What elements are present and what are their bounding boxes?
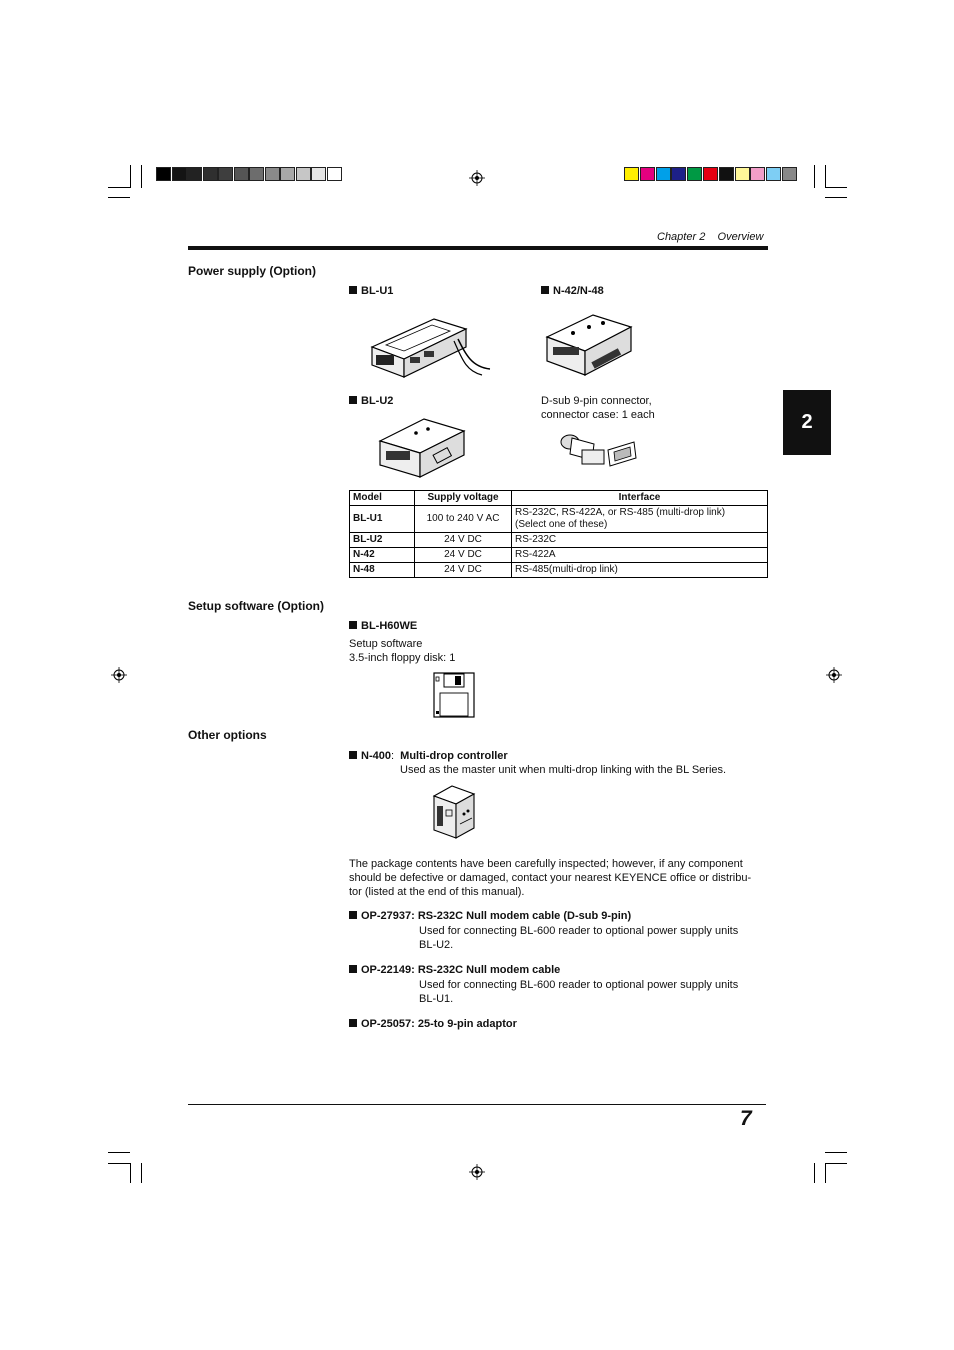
color-swatch [735,167,750,181]
item-n400: N-400: Multi-drop controller [349,750,508,762]
color-swatch [249,167,264,181]
bullet-square-icon [541,286,549,294]
bl-u2-unit-illustration [376,413,468,483]
color-swatch [280,167,295,181]
table-row: BL-U2 24 V DC RS-232C [350,533,768,548]
color-swatch [703,167,718,181]
bullet-square-icon [349,286,357,294]
chapter-tab: 2 [783,390,831,455]
n42-n48-unit-illustration [543,307,635,381]
color-swatch [218,167,233,181]
bl-u1-unit-illustration [366,305,492,383]
color-swatch [624,167,639,181]
section-title-other-options: Other options [188,728,267,742]
color-swatch [687,167,702,181]
color-swatch [156,167,171,181]
setup-software-desc: Setup software 3.5-inch floppy disk: 1 [349,638,456,664]
color-swatch [656,167,671,181]
op27937-description: Used for connecting BL-600 reader to optional power supply units BL-U2. [419,925,739,951]
running-header [657,231,763,243]
bullet-square-icon [349,965,357,973]
color-swatch [203,167,218,181]
item-op27937: OP-27937: RS-232C Null modem cable (D-sub 9-pin) [349,910,631,922]
color-swatch [234,167,249,181]
registration-mark-icon [469,1164,485,1180]
item-n42-n48: N-42/N-48 [541,285,604,297]
header-section: Overview [717,231,764,243]
color-swatch [172,167,187,181]
item-op25057: OP-25057: 25-to 9-pin adaptor [349,1018,517,1030]
section-title-setup-software: Setup software (Option) [188,599,324,613]
n400-description: Used as the master unit when multi-drop linking with the BL Series. [400,764,727,776]
bullet-square-icon [349,1019,357,1027]
package-notice: The package contents have been carefully inspected; however, if any component should be defective or damaged, contact your nearest KEYENCE office or distribu- tor (listed at the end of this manual). [349,858,752,898]
color-swatch [265,167,280,181]
item-bl-u2: BL-U2 [349,395,393,407]
bullet-square-icon [349,911,357,919]
color-swatch [187,167,202,181]
table-row: BL-U1 100 to 240 V AC RS-232C, RS-422A, or RS-485 (multi-drop link) (Select one of these) [350,506,768,533]
item-bl-u1: BL-U1 [349,285,393,297]
op22149-description: Used for connecting BL-600 reader to optional power supply units BL-U1. [419,979,739,1005]
color-swatch [296,167,311,181]
header-chapter: Chapter 2 [657,231,706,243]
dsub-note: D-sub 9-pin connector, connector case: 1 each [541,395,655,421]
registration-mark-icon [469,170,485,186]
color-swatch [750,167,765,181]
color-swatch [766,167,781,181]
dsub-connector-illustration [558,428,638,470]
color-swatch [719,167,734,181]
page-number: 7 [740,1107,752,1130]
color-swatch [782,167,797,181]
registration-mark-icon [826,667,842,683]
power-supply-spec-table [349,490,768,578]
table-row: N-48 24 V DC RS-485(multi-drop link) [350,563,768,578]
header-rule [188,246,768,250]
registration-mark-icon [111,667,127,683]
footer-rule [188,1104,766,1105]
item-bl-h60we: BL-H60WE [349,620,417,632]
table-header-row: Model Supply voltage Interface [350,491,768,506]
table-row: N-42 24 V DC RS-422A [350,548,768,563]
color-swatch [327,167,342,181]
section-title-power-supply: Power supply (Option) [188,264,316,278]
color-swatch [311,167,326,181]
color-swatch [671,167,686,181]
item-op22149: OP-22149: RS-232C Null modem cable [349,964,560,976]
bullet-square-icon [349,396,357,404]
color-swatch [640,167,655,181]
bullet-square-icon [349,621,357,629]
n400-controller-illustration [432,784,476,840]
bullet-square-icon [349,751,357,759]
floppy-disk-icon [433,672,475,718]
